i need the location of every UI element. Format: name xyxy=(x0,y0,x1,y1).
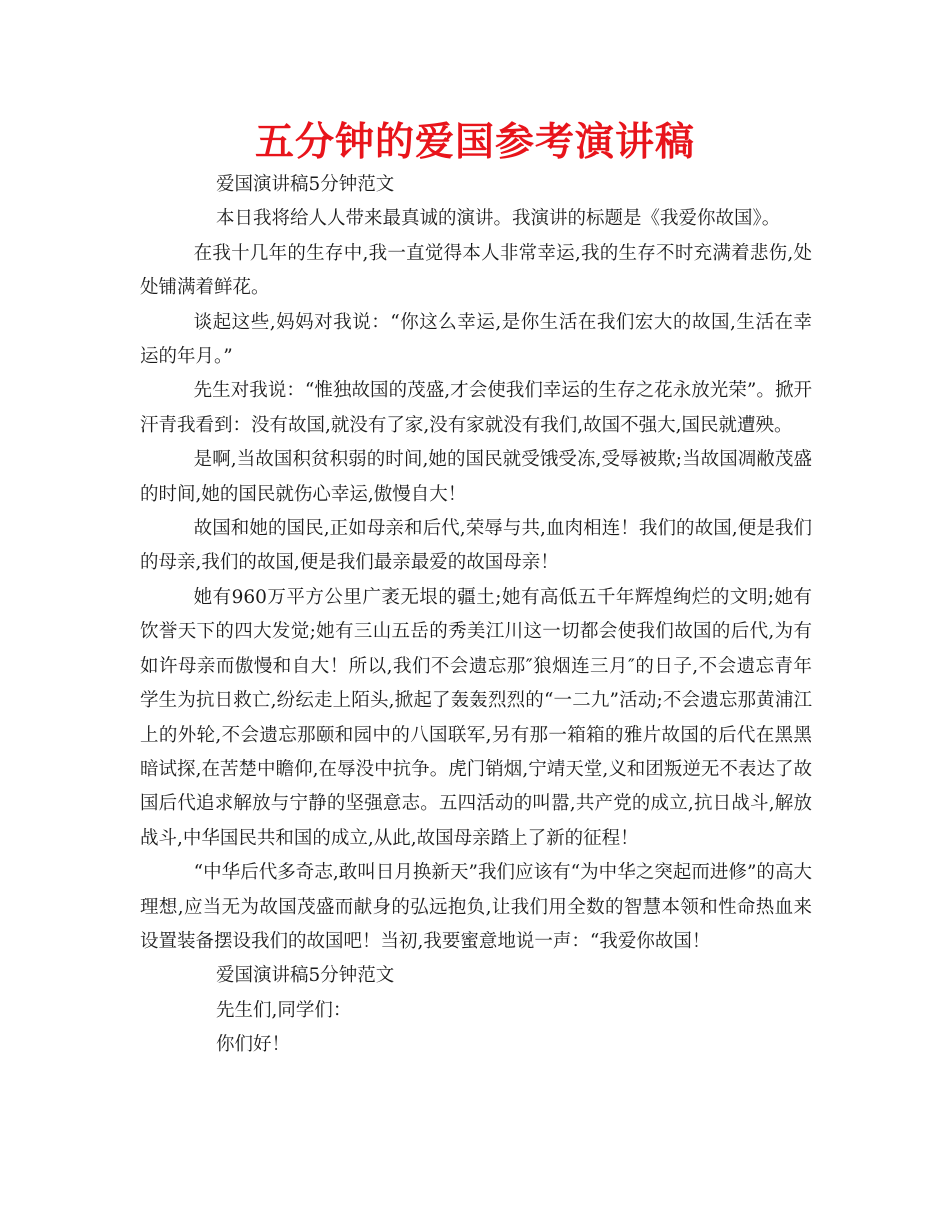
paragraph-hello: 你们好！ xyxy=(216,1034,291,1056)
document-body xyxy=(140,168,812,1063)
paragraph: 谈起这些,妈妈对我说：“你这么幸运,是你生活在我们宏大的故国,生活在幸运的年月。” xyxy=(140,311,812,368)
paragraph-intro: 本日我将给人人带来最真诚的演讲。我演讲的标题是《我爱你故国》。 xyxy=(216,208,781,230)
paragraph: 先生对我说：“惟独故国的茂盛,才会使我们幸运的生存之花永放光荣”。掀开汗青我看到：没有故国,就没有了家,没有家就没有我们,故国不强大,国民就遭殃。 xyxy=(140,380,812,436)
paragraph: 在我十几年的生存中,我一直觉得本人非常幸运,我的生存不时充满着悲伤,处处铺满着鲜花。 xyxy=(140,242,812,299)
paragraph-subtitle: 爱国演讲稿5分钟范文 xyxy=(216,174,395,195)
paragraph-subtitle-2: 爱国演讲稿5分钟范文 xyxy=(216,965,395,987)
paragraph: 故国和她的国民,正如母亲和后代,荣辱与共,血肉相连！我们的故国,便是我们的母亲,我们的故国,便是我们最亲最爱的故国母亲！ xyxy=(140,518,812,574)
paragraph-greeting: 先生们,同学们： xyxy=(216,999,352,1021)
document-title: 五分钟的爱国参考演讲稿 xyxy=(254,120,695,165)
paragraph: 她有960万平方公里广袤无垠的疆土;她有高低五千年辉煌绚烂的文明;她有饮誉天下的四大发觉;她有三山五岳的秀美江川这一切都会使我们故国的后代,为有如许母亲而傲慢和自大！所以,我们不会遗忘那″狼烟连三月″的日子,不会遗忘青年学生为抗日救亡,纷纭走上陌头,掀起了轰轰烈烈的“一二九”活动;不会遗忘那黄浦江上的外轮,不会遗忘那颐和园中的八国联军,另有那一箱箱的雅片故国的后代在黑黑暗试探,在苦楚中瞻仰,在辱没中抗争。虎门销烟,宁靖天堂,义和团叛逆无不表达了故国后代追求解放与宁静的坚强意志。五四活动的叫嚣,共产党的成立,抗日战斗,解放战斗,中华国民共和国的成立,从此,故国母亲踏上了新的征程！ xyxy=(140,586,812,849)
paragraph: 是啊,当故国积贫积弱的时间,她的国民就受饿受冻,受辱被欺;当故国凋敝茂盛的时间,她的国民就伤心幸运,傲慢自大！ xyxy=(140,449,812,505)
paragraph: “中华后代多奇志,敢叫日月换新天”我们应该有“为中华之突起而进修”的高大理想,应当无为故国茂盛而献身的弘远抱负,让我们用全数的智慧本领和性命热血来设置装备摆设我们的故国吧！当初,我要蜜意地说一声：“我爱你故国！ xyxy=(140,862,812,952)
